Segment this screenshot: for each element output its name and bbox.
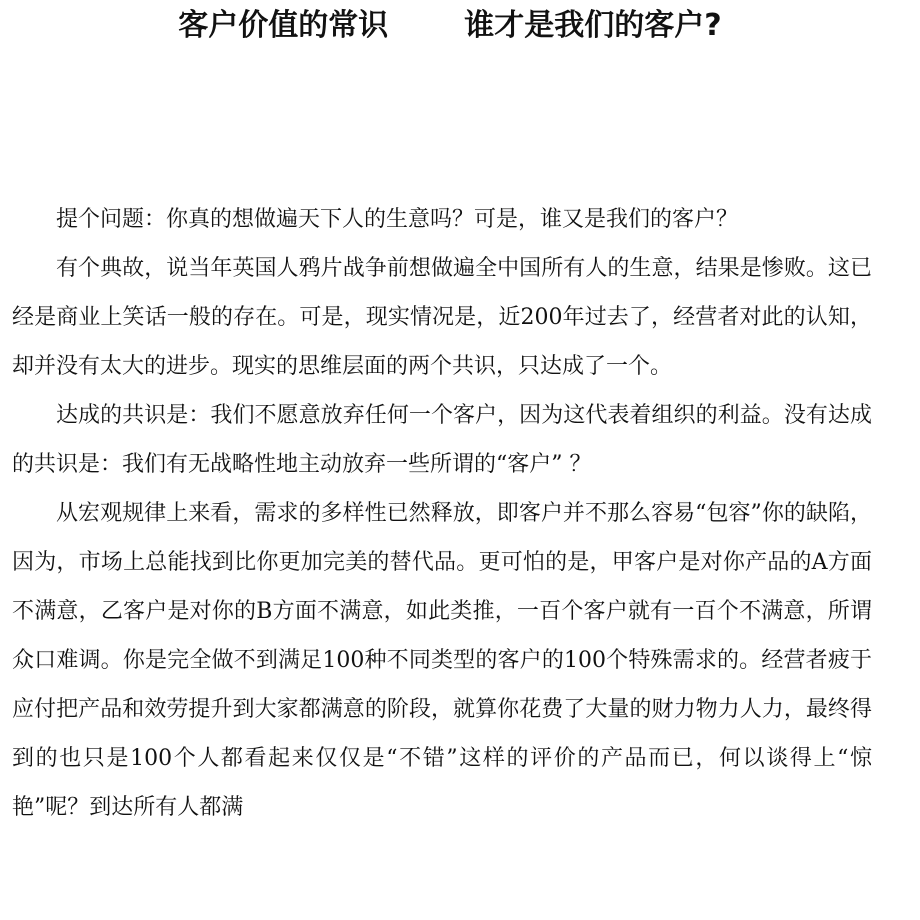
paragraph-4: 从宏观规律上来看，需求的多样性已然释放，即客户并不那么容易“包容”你的缺陷，因为，市场上总能找到比你更加完美的替代品。更可怕的是，甲客户是对你产品的A方面不满意，乙客户是对你的B方面不满意，如此类推，一百个客户就有一百个不满意，所谓众口难调。你是完全做不到满足100种不同类型的客户的100个特殊需求的。经营者疲于应付把产品和效劳提升到大家都满意的阶段，就算你花费了大量的财力物力人力，最终得到的也只是100个人都看起来仅仅是“不错”这样的评价的产品而已，何以谈得上“惊艳”呢？到达所有人都满 <box>12 501 872 820</box>
document-body <box>12 195 872 832</box>
title-right: 谁才是我们的客户? <box>464 8 722 43</box>
title-left: 客户价值的常识 <box>178 8 389 43</box>
paragraph-1: 提个问题：你真的想做遍天下人的生意吗？可是，谁又是我们的客户？ <box>56 207 739 232</box>
paragraph-3: 达成的共识是：我们不愿意放弃任何一个客户，因为这代表着组织的利益。没有达成的共识是：我们有无战略性地主动放弃一些所谓的“客户” ？ <box>12 403 872 477</box>
document-title <box>0 6 900 46</box>
paragraph-2: 有个典故，说当年英国人鸦片战争前想做遍全中国所有人的生意，结果是惨败。这已经是商业上笑话一般的存在。可是，现实情况是，近200年过去了，经营者对此的认知，却并没有太大的进步。现实的思维层面的两个共识，只达成了一个。 <box>12 256 872 379</box>
